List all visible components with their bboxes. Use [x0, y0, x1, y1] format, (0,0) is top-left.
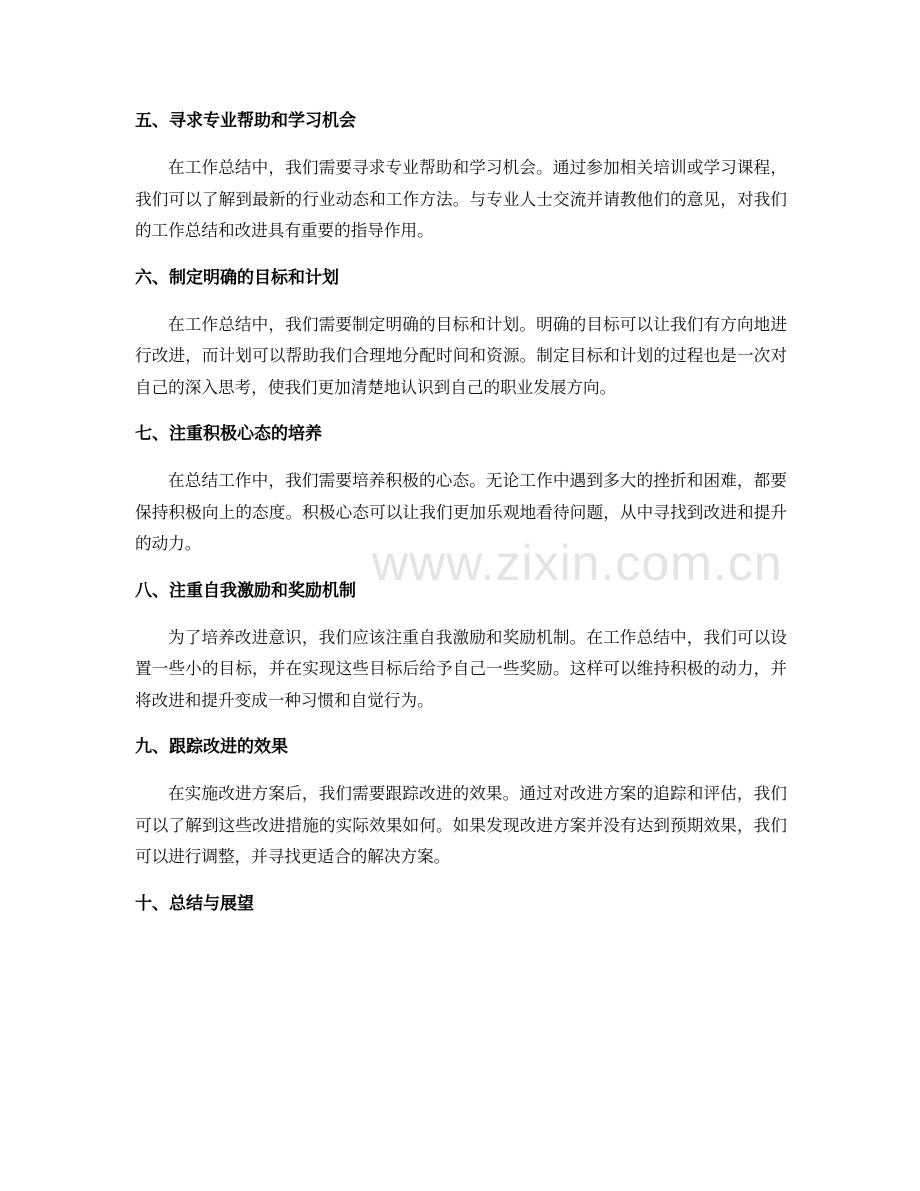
section-heading: 八、注重自我激励和奖励机制 — [135, 580, 356, 601]
section-heading: 七、注重积极心态的培养 — [135, 424, 322, 444]
section-paragraph: 为了培养改进意识，我们应该注重自我激励和奖励机制。在工作总结中，我们可以设置一些小的目标，并在实现这些目标后给予自己一些奖励。这样可以维持积极的动力，并将改进和提升变成一种习惯和自觉行为。 — [135, 627, 787, 710]
section-6 — [135, 263, 787, 404]
section-heading: 六、制定明确的目标和计划 — [135, 267, 339, 288]
section-5 — [135, 106, 787, 247]
section-paragraph: 在总结工作中，我们需要培养积极的心态。无论工作中遇到多大的挫折和困难，都要保持积极向上的态度。积极心态可以让我们更加乐观地看待问题，从中寻找到改进和提升的动力。 — [135, 471, 787, 553]
section-heading: 五、寻求专业帮助和学习机会 — [135, 111, 356, 131]
section-10 — [135, 889, 787, 919]
section-9 — [135, 732, 787, 873]
section-paragraph: 在工作总结中，我们需要制定明确的目标和计划。明确的目标可以让我们有方向地进行改进，而计划可以帮助我们合理地分配时间和资源。制定目标和计划的过程也是一次对自己的深入思考，使我们更加清楚地认识到自己的职业发展方向。 — [135, 314, 787, 397]
section-paragraph: 在工作总结中，我们需要寻求专业帮助和学习机会。通过参加相关培训或学习课程，我们可以了解到最新的行业动态和工作方法。与专业人士交流并请教他们的意见，对我们的工作总结和改进具有重要的指导作用。 — [135, 158, 787, 240]
section-paragraph: 在实施改进方案后，我们需要跟踪改进的效果。通过对改进方案的追踪和评估，我们可以了解到这些改进措施的实际效果如何。如果发现改进方案并没有达到预期效果，我们可以进行调整，并寻找更适合的解决方案。 — [135, 784, 787, 866]
watermark: www.zixin.com.cn — [372, 535, 783, 591]
section-8 — [135, 576, 787, 717]
section-7 — [135, 419, 787, 560]
section-heading: 九、跟踪改进的效果 — [135, 737, 288, 757]
document-content — [135, 106, 787, 935]
section-heading: 十、总结与展望 — [135, 893, 254, 914]
